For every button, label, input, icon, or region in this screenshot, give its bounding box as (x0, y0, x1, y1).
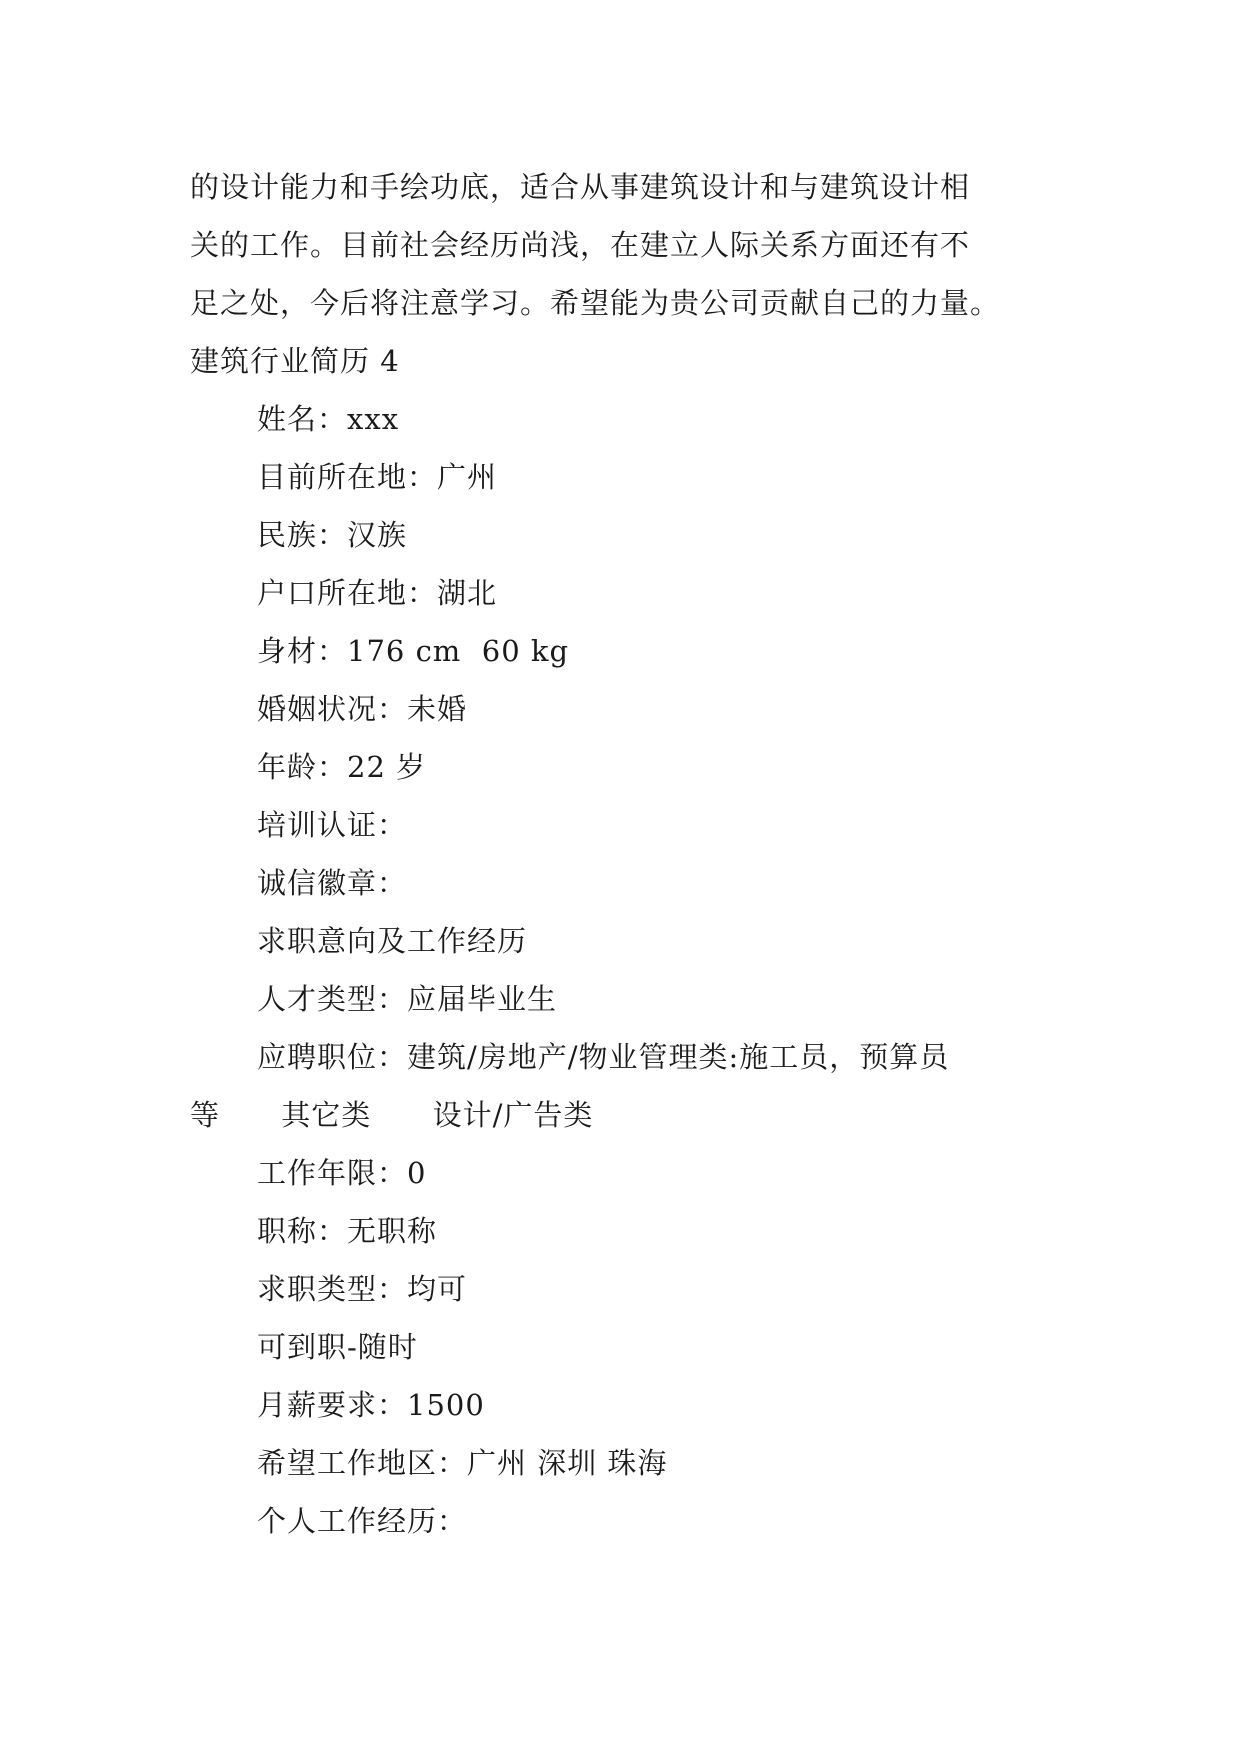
field-title: 职称：无职称 (257, 1214, 438, 1248)
field-name: 姓名：xxx (257, 402, 400, 436)
intro-line-2: 关的工作。目前社会经历尚浅，在建立人际关系方面还有不 (190, 228, 971, 262)
heading-job-intent: 求职意向及工作经历 (257, 924, 528, 958)
field-location: 目前所在地：广州 (257, 460, 498, 494)
field-talent-type: 人才类型：应届毕业生 (257, 982, 558, 1016)
field-job-type: 求职类型：均可 (257, 1272, 468, 1306)
intro-line-1: 的设计能力和手绘功底，适合从事建筑设计和与建筑设计相 (190, 170, 971, 204)
field-years: 工作年限：0 (257, 1156, 427, 1190)
field-hukou: 户口所在地：湖北 (257, 576, 498, 610)
intro-line-3: 足之处，今后将注意学习。希望能为贵公司贡献自己的力量。 (190, 286, 1001, 320)
field-salary: 月薪要求：1500 (257, 1388, 485, 1422)
section-title: 建筑行业简历 4 (190, 344, 400, 378)
field-body: 身材：176 cm 60 kg (257, 634, 570, 668)
field-ethnicity: 民族：汉族 (257, 518, 408, 552)
field-position-wrap: 等 其它类 设计/广告类 (190, 1098, 594, 1132)
field-position: 应聘职位：建筑/房地产/物业管理类:施工员，预算员 (257, 1040, 950, 1074)
field-work-history: 个人工作经历： (257, 1504, 468, 1538)
field-training: 培训认证： (257, 808, 408, 842)
field-availability: 可到职-随时 (257, 1330, 418, 1364)
field-age: 年龄：22 岁 (257, 750, 427, 784)
field-work-region: 希望工作地区：广州 深圳 珠海 (257, 1446, 668, 1480)
field-badge: 诚信徽章： (257, 866, 408, 900)
field-marital: 婚姻状况：未婚 (257, 692, 468, 726)
